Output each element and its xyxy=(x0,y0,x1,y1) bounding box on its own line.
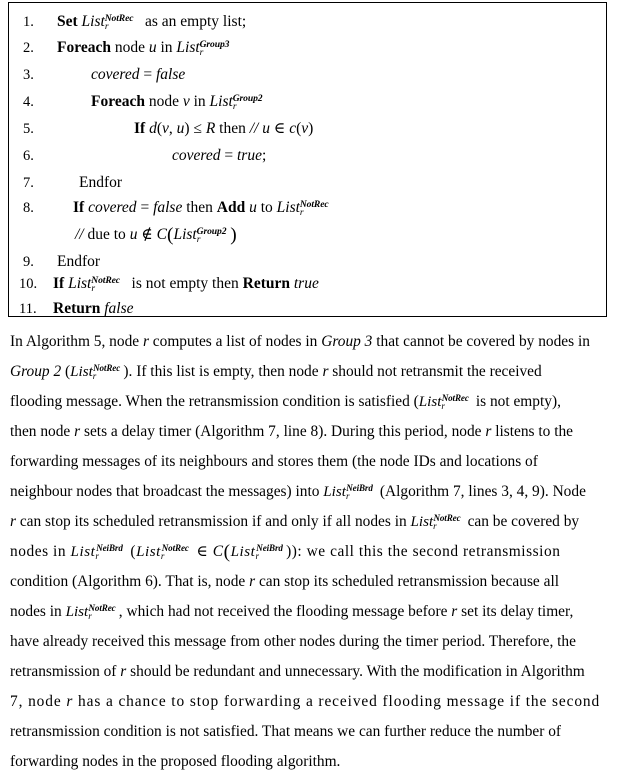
algorithm-line-3 xyxy=(9,62,606,88)
keyword-foreach: Foreach xyxy=(57,39,111,56)
text-fragment: ( xyxy=(126,543,137,560)
line-11-code xyxy=(53,296,134,322)
text-fragment: should be redundant and unnecessary. With the modification in Algorithm xyxy=(126,663,585,680)
algorithm-line-7 xyxy=(9,170,606,196)
value-true: true xyxy=(293,275,319,292)
operator-equals: = xyxy=(224,147,234,164)
paragraph-line-12 xyxy=(10,657,611,687)
text-fragment: can be covered by xyxy=(463,513,580,530)
list-notrec-symbol: Listr$^{NotRec}$ xyxy=(81,12,134,33)
var-u: u xyxy=(249,199,257,216)
text-fragment: ). If this list is empty, then node xyxy=(123,363,323,380)
text-fragment: retransmission of xyxy=(10,663,121,680)
paren-close: ) xyxy=(230,224,237,246)
list-group3-symbol: Listr$^{Group3}$ xyxy=(176,38,230,59)
line-8-code xyxy=(73,195,332,223)
list-neibrd-symbol: Listr$^{NeiBrd}$ xyxy=(230,542,283,561)
list-notrec-symbol: Listr$^{NotRec}$ xyxy=(68,274,120,295)
var-r: r xyxy=(322,363,329,380)
line-2-code xyxy=(57,35,233,63)
comment-slashes: // xyxy=(75,226,84,243)
paragraph-line-4 xyxy=(10,417,611,447)
term-group3: Group 3 xyxy=(321,333,373,350)
line-number: 2. xyxy=(23,40,34,56)
algorithm-line-8 xyxy=(9,195,606,221)
text-fragment: )): we call this the second retransmission xyxy=(286,543,561,560)
line-number: 3. xyxy=(23,67,34,83)
line-number: 10. xyxy=(19,276,38,292)
var-u: u xyxy=(129,226,138,243)
func-C: C xyxy=(212,543,224,560)
paragraph-line-13 xyxy=(10,687,611,717)
func-c: c xyxy=(289,120,297,137)
list-neibrd-symbol: Listr$^{NeiBrd}$ xyxy=(323,482,373,501)
var-covered: covered xyxy=(88,199,137,216)
line-10-code xyxy=(53,271,319,299)
text-due-to: due to xyxy=(87,226,126,243)
paren-open: ( xyxy=(156,120,162,137)
keyword-foreach: Foreach xyxy=(91,93,145,110)
list-notrec-symbol: Listr$^{NotRec}$ xyxy=(276,198,329,219)
text-fragment: ( xyxy=(61,363,71,380)
list-notrec-symbol: Listr$^{NotRec}$ xyxy=(418,392,469,411)
text-fragment: computes a list of nodes in xyxy=(148,333,322,350)
text-fragment: In Algorithm 5, node xyxy=(10,333,143,350)
word-in: in xyxy=(193,93,206,110)
func-C: C xyxy=(156,226,168,243)
text-fragment: forwarding messages of its neighbours and stores them (the node IDs and locations of xyxy=(10,453,538,470)
var-u: u xyxy=(176,120,185,137)
text-fragment: 7, node xyxy=(10,693,67,710)
term-group2: Group 2 xyxy=(10,363,62,380)
keyword-return: Return xyxy=(242,275,290,292)
list-notrec-symbol: Listr$^{NotRec}$ xyxy=(410,512,461,531)
algorithm-line-8-comment xyxy=(9,222,606,248)
text-is-not-empty-then: is not empty then xyxy=(131,275,239,292)
paragraph-line-15 xyxy=(10,747,611,777)
paragraph-line-5 xyxy=(10,447,611,477)
algorithm-line-2 xyxy=(9,35,606,61)
var-v: v xyxy=(301,120,309,137)
text-fragment: that cannot be covered by nodes in xyxy=(372,333,590,350)
line-number: 1. xyxy=(23,14,34,30)
value-false: false xyxy=(104,300,134,317)
operator-in-set: ∈ xyxy=(192,543,213,560)
func-d: d xyxy=(149,120,157,137)
keyword-endfor: Endfor xyxy=(79,174,123,191)
text-fragment: nodes in xyxy=(10,543,71,560)
operator-in-set: ∈ xyxy=(273,120,286,137)
keyword-endfor: Endfor xyxy=(57,253,101,270)
line-5-code xyxy=(134,116,313,142)
text-fragment: (Algorithm 7, lines 3, 4, 9). Node xyxy=(376,483,586,500)
line-number: 6. xyxy=(23,148,34,164)
keyword-if: If xyxy=(53,275,65,292)
var-r: r xyxy=(142,333,149,350)
var-covered: covered xyxy=(172,147,221,164)
paragraph-line-3 xyxy=(10,387,611,417)
paragraph-line-1 xyxy=(10,327,611,357)
paragraph-line-8 xyxy=(10,537,611,567)
list-group2-symbol: Listr$^{Group2}$ xyxy=(209,92,263,113)
operator-leq: ≤ xyxy=(193,120,202,137)
text-fragment: should not retransmit the received xyxy=(328,363,542,380)
paragraph-line-14 xyxy=(10,717,611,747)
keyword-then: then xyxy=(186,199,213,216)
var-v: v xyxy=(182,93,190,110)
line-number: 9. xyxy=(23,254,34,270)
text-fragment: nodes in xyxy=(10,603,66,620)
value-false: false xyxy=(155,66,186,83)
line-3-code xyxy=(91,62,185,88)
line-1-code xyxy=(57,9,246,37)
algorithm-line-5 xyxy=(9,116,606,142)
comment-slashes: // xyxy=(249,120,259,137)
paren-open: ( xyxy=(296,120,302,137)
algorithm-line-1 xyxy=(9,9,606,35)
line-number: 5. xyxy=(23,121,34,137)
text-fragment: neighbour nodes that broadcast the messages) into xyxy=(10,483,324,500)
paragraph-line-2 xyxy=(10,357,611,387)
list-notrec-symbol: Listr$^{NotRec}$ xyxy=(70,362,121,381)
var-r: r xyxy=(249,573,256,590)
algorithm-box xyxy=(8,2,607,317)
word-in: in xyxy=(160,39,173,56)
paren-open: ( xyxy=(223,541,231,563)
keyword-set: Set xyxy=(57,13,78,30)
paragraph-line-9 xyxy=(10,567,611,597)
operator-equals: = xyxy=(143,66,153,83)
text-fragment: flooding message. When the retransmission condition is satisfied ( xyxy=(10,393,419,410)
list-group2-symbol: Listr$^{Group2}$ xyxy=(173,225,227,246)
text-as-empty-list: as an empty list; xyxy=(145,13,247,30)
word-node: node xyxy=(148,93,179,110)
var-r: r xyxy=(485,423,492,440)
keyword-if: If xyxy=(134,120,146,137)
text-fragment: forwarding nodes in the proposed flooding algorithm. xyxy=(10,753,341,770)
paragraph-line-7 xyxy=(10,507,611,537)
operator-equals: = xyxy=(140,199,150,216)
text-fragment: then node xyxy=(10,423,75,440)
text-fragment: retransmission condition is not satisfied. That means we can further reduce the number of xyxy=(10,723,562,740)
text-fragment: is not empty), xyxy=(472,393,561,410)
comma: , xyxy=(168,120,173,137)
line-number: 7. xyxy=(23,175,34,191)
var-R: R xyxy=(205,120,216,137)
text-fragment: listens to the xyxy=(491,423,573,440)
text-fragment: can stop its scheduled retransmission if and only if all nodes in xyxy=(16,513,411,530)
semicolon: ; xyxy=(261,147,267,164)
paren-open: ( xyxy=(167,224,174,246)
paragraph-line-11 xyxy=(10,627,611,657)
paren-close: ) xyxy=(184,120,190,137)
value-false: false xyxy=(153,199,183,216)
list-neibrd-symbol: Listr$^{NeiBrd}$ xyxy=(70,542,123,561)
line-number: 8. xyxy=(23,200,34,216)
keyword-add: Add xyxy=(216,199,246,216)
var-u: u xyxy=(148,39,157,56)
keyword-return: Return xyxy=(53,300,101,317)
algorithm-line-10 xyxy=(9,271,606,297)
word-node: node xyxy=(114,39,145,56)
var-u: u xyxy=(262,120,270,137)
var-r: r xyxy=(66,693,74,710)
line-8-comment-code xyxy=(75,222,237,250)
algorithm-line-6 xyxy=(9,143,606,169)
text-fragment: can stop its scheduled retransmission because all xyxy=(255,573,559,590)
operator-not-in-set: ∉ xyxy=(141,226,153,243)
paragraph-line-10 xyxy=(10,597,611,627)
text-fragment: condition (Algorithm 6). That is, node xyxy=(10,573,250,590)
value-true: true xyxy=(236,147,262,164)
line-number: 4. xyxy=(23,94,34,110)
var-r: r xyxy=(451,603,458,620)
var-r: r xyxy=(10,513,16,530)
text-fragment: has a chance to stop forwarding a received flooding message if the second xyxy=(73,693,601,710)
var-covered: covered xyxy=(91,66,140,83)
text-fragment: set its delay timer, xyxy=(457,603,574,620)
list-notrec-symbol: Listr$^{NotRec}$ xyxy=(65,602,116,621)
algorithm-line-4 xyxy=(9,89,606,115)
keyword-if: If xyxy=(73,199,85,216)
text-fragment: have already received this message from other nodes during the timer period. Therefore, the xyxy=(10,633,576,650)
word-to: to xyxy=(260,199,273,216)
paragraph-line-6 xyxy=(10,477,611,507)
keyword-then: then xyxy=(219,120,246,137)
var-r: r xyxy=(74,423,81,440)
paren-close: ) xyxy=(308,120,314,137)
list-notrec-symbol: Listr$^{NotRec}$ xyxy=(136,542,189,561)
line-6-code xyxy=(172,143,266,169)
var-v: v xyxy=(162,120,169,137)
text-fragment: sets a delay timer (Algorithm 7, line 8). During this period, node xyxy=(80,423,486,440)
line-number: 11. xyxy=(19,301,37,317)
text-fragment: , which had not received the flooding message before xyxy=(118,603,452,620)
var-r: r xyxy=(120,663,127,680)
line-4-code xyxy=(91,89,266,117)
algorithm-line-11 xyxy=(9,296,606,322)
line-7-code xyxy=(79,170,122,196)
body-paragraph xyxy=(10,327,611,777)
